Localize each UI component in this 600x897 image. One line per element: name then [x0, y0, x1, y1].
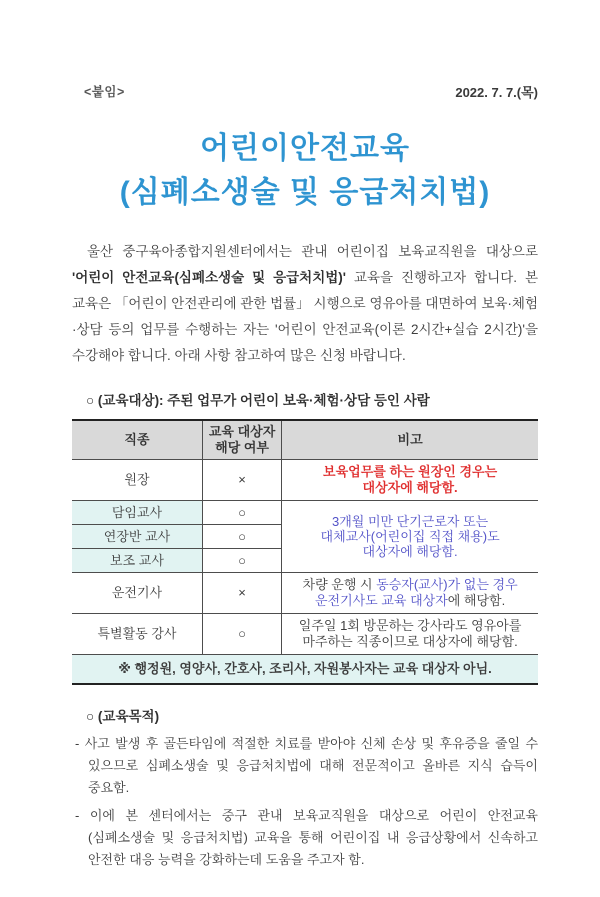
purpose-list	[72, 733, 538, 871]
table-header-row	[72, 420, 538, 460]
list-item	[72, 805, 538, 871]
intro-paragraph	[72, 239, 538, 369]
page-title	[72, 127, 538, 215]
title-line-2: (심폐소생술 및 응급처치법)	[119, 176, 491, 209]
table-row-director	[72, 460, 538, 501]
job-cell: 보조 교사	[72, 549, 202, 573]
bullet-text: 사고 발생 후 골든타임에 적절한 치료를 받아야 신체 손상 및 후유증을 줄일 수 있으므로 심폐소생술 및 응급처치법에 대해 전문적이고 올바른 지식 습득이 중요함.	[84, 736, 538, 795]
bullet-text: 이에 본 센터에서는 중구 관내 보육교직원을 대상으로 어린이 안전교육(심폐소생술 및 응급처치법) 교육을 통해 어린이집 내 응급상황에서 신속하고 안전한 대응 능력을 강화하는데 도움을 주고자 함.	[88, 808, 538, 867]
title-line-1: 어린이안전교육	[200, 132, 410, 165]
header-remark: 비고	[282, 420, 538, 460]
eligibility-cell: ○	[202, 614, 281, 655]
header-eligibility: 교육 대상자 해당 여부	[202, 420, 281, 460]
job-cell: 특별활동 강사	[72, 614, 202, 655]
table-footnote: ※ 행정원, 영양사, 간호사, 조리사, 자원봉사자는 교육 대상자 아님.	[72, 655, 538, 685]
header-job: 직종	[72, 420, 202, 460]
job-cell: 연장반 교사	[72, 525, 202, 549]
table-footnote-row	[72, 655, 538, 685]
education-target-table	[72, 419, 538, 685]
eligibility-cell: ○	[202, 501, 281, 525]
attachment-label: <붙임>	[84, 85, 125, 99]
table-row-homeroom-teacher	[72, 501, 538, 525]
intro-text-1: 울산 중구육아종합지원센터에서는 관내 어린이집 보육교직원을 대상으로	[87, 244, 538, 259]
remark-cell: 차량 운행 시 동승자(교사)가 없는 경우 운전기사도 교육 대상자에 해당함.	[282, 573, 538, 614]
intro-text-2: 교육을 진행하고자 합니다. 본 교육은 「어린이 안전관리에 관한 법률」 시행으로 영유아를 대면하여 보육·체험·상담 등의 업무를 수행하는 자는 '어린이 안전교육(이론 2시간+실습 2시간)'을 수강해야 합니다. 아래 사항 참고하여 많은 신청 바랍니다.	[72, 270, 538, 363]
remark-cell: 일주일 1회 방문하는 강사라도 영유아를 마주하는 직종이므로 대상자에 해당함.	[282, 614, 538, 655]
job-cell: 원장	[72, 460, 202, 501]
remark-cell-teachers: 3개월 미만 단기근로자 또는 대체교사(어린이집 직접 채용)도 대상자에 해당함.	[282, 501, 538, 573]
job-cell: 운전기사	[72, 573, 202, 614]
bullet-marker: -	[75, 808, 80, 823]
eligibility-cell: ○	[202, 525, 281, 549]
intro-bold-phrase: '어린이 안전교육(심폐소생술 및 응급처치법)'	[72, 270, 346, 285]
date-label: 2022. 7. 7.(목)	[455, 85, 538, 100]
bullet-marker: -	[75, 736, 80, 751]
meta-row	[72, 82, 538, 101]
remark-cell: 보육업무를 하는 원장인 경우는 대상자에 해당함.	[282, 460, 538, 501]
eligibility-cell: ×	[202, 460, 281, 501]
section-heading-purpose: ○ (교육목적)	[86, 709, 160, 724]
table-row-driver	[72, 573, 538, 614]
list-item	[72, 733, 538, 799]
eligibility-cell: ○	[202, 549, 281, 573]
job-cell: 담임교사	[72, 501, 202, 525]
section-heading-target: ○ (교육대상): 주된 업무가 어린이 보육·체험·상담 등인 사람	[86, 393, 430, 408]
eligibility-cell: ×	[202, 573, 281, 614]
table-row-special-activity-instructor	[72, 614, 538, 655]
